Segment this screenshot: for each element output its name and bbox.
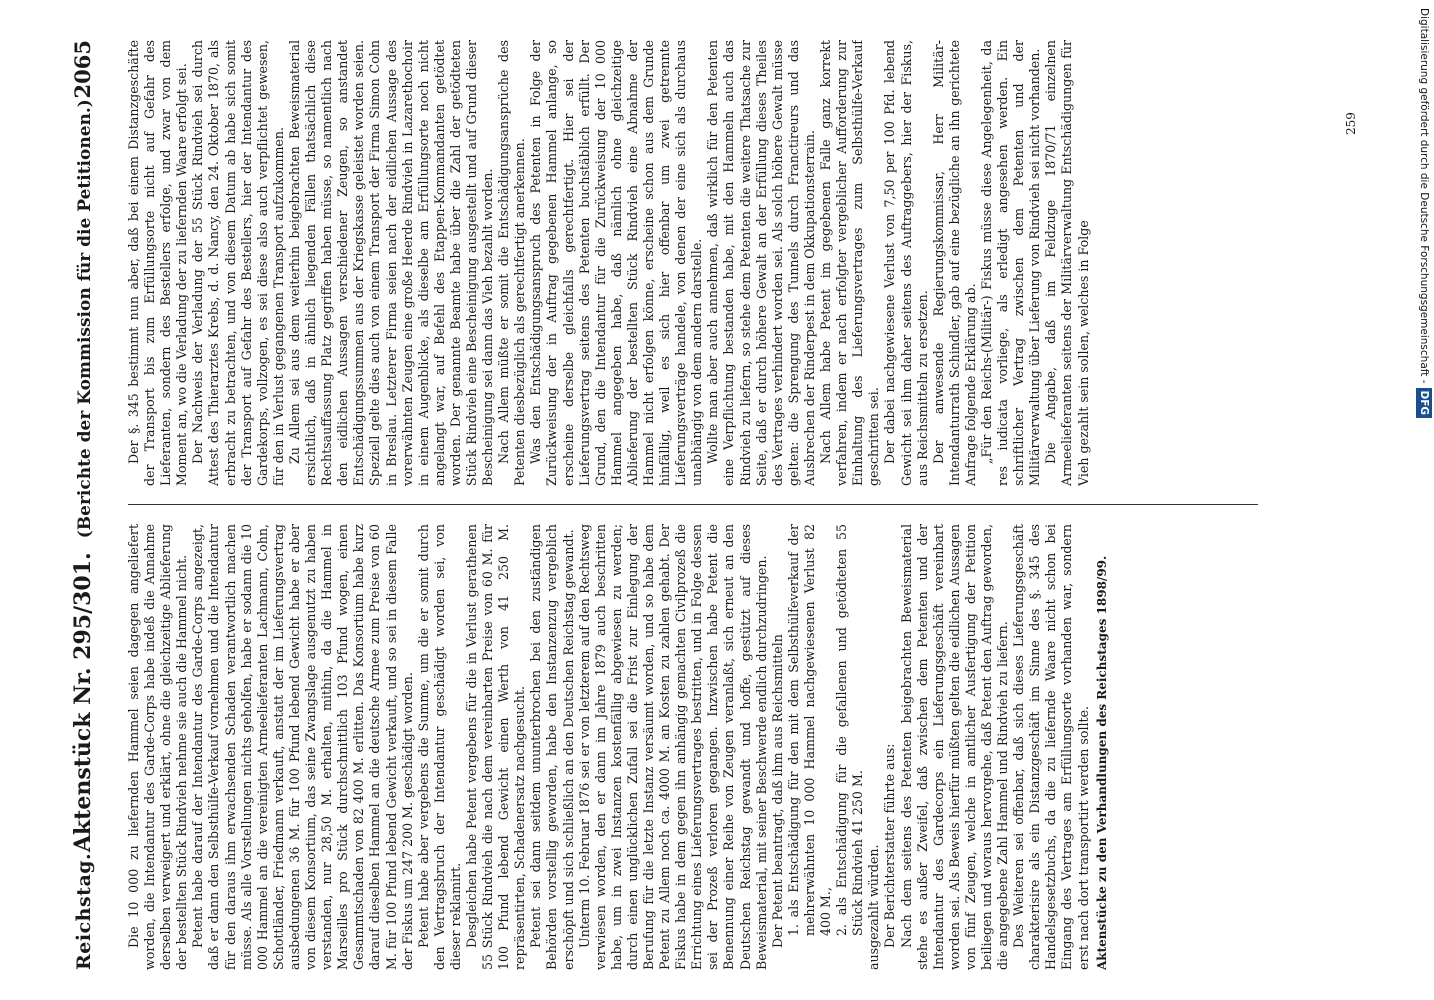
paragraph: Nach dem seitens des Petenten beigebrachten Beweismaterial stehe es außer Zweifel, daß zwischen dem Petenten und der Intendantur des Gardecorps ein Lieferungsgeschäft vereinbart worden sei. Als Beweis hierfür müßten gelten die eidlichen Aussagen von fünf Zeugen, welche in amtlicher Ausfertigung der Petition beiliegen und woraus hervorgehe, daß Petent den Auftrag geworden, die angegebene Zahl Hammel und Rindvieh zu liefern. <box>898 524 1011 970</box>
paragraph: Der Petent beantragt, daß ihm aus Reichsmitteln <box>769 634 785 948</box>
dfg-logo: DFG <box>1416 388 1432 419</box>
paragraph: Was den Entschädigungsanspruch des Petenten in Folge der Zurückweisung der in Auftrag gegebenen Hammel anlange, so erscheine derselbe gleichfalls gerechtfertigt. Hier sei der Lieferungsvertrag seitens des Petenten buchstäblich erfüllt. Der Grund, den die Intendantur für die Zurückweisung der 10 000 Hammel angegeben habe, daß nämlich ohne gleichzeitige Ablieferung der bestellten Stück Rindvieh eine Abnahme der Hammel nicht erfolgen könne, erscheine schon aus dem Grunde hinfällig, weil es sich hier offenbar um zwei getrennte Lieferungsverträge handele, von denen der eine sich als durchaus unabhängig von dem andern darstelle. <box>528 40 705 486</box>
header-section-title: (Berichte der Kommission für die Petitionen.) <box>75 99 95 539</box>
page-header <box>70 40 116 970</box>
paragraph: Die Angabe, daß im Feldzuge 1870/71 einzelnen Armeelieferanten seitens der Militärverwaltung Entschädigungen für Vieh gezahlt sein sollen, welches in Folge <box>1043 40 1091 486</box>
paragraph: Unterm 10. Februar 1876 sei er von letzterem auf den Rechtsweg verwiesen worden, den er dann im Jahre 1879 auch beschritten habe, um in zwei Instanzen kostenfällig abgewiesen zu werden; durch einen unglücklichen Zufall sei die Frist zur Einlegung der Berufung für die letzte Instanz versäumt worden, und so habe dem Petent zu Allem noch ca. 4000 M. an Kosten zu zahlen gehabt. Der Fiskus habe in dem gegen ihn anhängig gemachten Civilprozeß die Errichtung eines Lieferungsvertrages bestritten, und in Folge dessen sei der Prozeß verloren gegangen. Inzwischen habe Petent die Benennung einer Reihe von Zeugen veranlaßt, sich erneut an den Deutschen Reichstag gewandt und hoffe, gestützt auf dieses Beweismaterial, mit seiner Beschwerde endlich durchzudringen. <box>576 524 769 970</box>
left-text-column <box>126 524 1336 970</box>
column-divider <box>128 504 1258 505</box>
header-reichstag: Reichstag. <box>73 852 95 970</box>
paragraph: Desgleichen habe Petent vergebens für die in Verlust gerathenen 55 Stück Rindvieh die nach dem vereinbarten Preise von 60 M. für 100 Pfund lebend Gewicht einen Werth von 41 250 M. repräsentirten, Schadenersatz nachgesucht. <box>463 524 528 970</box>
paragraph: Wollte man aber auch annehmen, daß wirklich für den Petenten eine Verpflichtung bestanden habe, mit den Hammeln auch das Rindvieh zu liefern, so stehe dem Petenten die weitere Thatsache zur Seite, daß er durch höhere Gewalt an der Erfüllung dieses Theiles des Vertrages verhindert worden sei. Als solch höhere Gewalt müsse gelten: die Sprengung des Tunnels durch Franctireurs und das Ausbrechen der Rinderpest in dem Okkupationsterrain. <box>705 40 817 486</box>
paragraph: ausgezahlt würden. <box>866 844 882 970</box>
digitization-note <box>1416 8 1432 988</box>
paragraph: Die 10 000 zu liefernden Hammel seien dagegen angeliefert worden, die Intendantur des Garde-Corps habe indeß die Annahme derselben verweigert und erklärt, ohne die gleichzeitige Ablieferung der bestellten Stück Rindvieh nehme sie auch die Hammel nicht. <box>126 524 190 970</box>
list-item: 1. als Entschädigung für den mit dem Selbsthülfeverkauf der mehrerwähnten 10 000 Hammel nachgewiesenen Verlust 82 400 M., <box>785 524 834 936</box>
page-number: 2065 <box>70 40 95 99</box>
paragraph: Nach Allem müßte er somit die Entschädigungsansprüche des Petenten diesbezüglich als gerechtfertigt anerkennen. <box>496 40 528 486</box>
paragraph: Petent sei dann seitdem ununterbrochen bei den zuständigen Behörden vorstellig geworden, habe den Instanzenzug vergeblich erschöpft und sich schließlich an den Deutschen Reichstag gewandt. <box>528 524 576 970</box>
paragraph: Zu Allem sei aus dem weiterhin beigebrachten Beweismaterial ersichtlich, daß in ähnlich liegenden Fällen thatsächlich diese Rechtsauffassung Platz gegriffen haben müsse, so namentlich nach den eidlichen Aussagen verschiedener Zeugen, so anstandet Entschädigungssummen aus der Kriegskasse geleistet worden seien. Speziell gelte dies auch von einem Transport der Firma Simon Cohn in Breslau. Letzterer Firma seien nach der eidlichen Aussage des vorerwähnten Zeugen eine große Heerde Rindvieh in Lazarethochoir in einem Augenblicke, als dieselbe am Erfüllungsorte noch nicht angelangt war, auf Befehl des Etappen-Kommandanten getödtet worden. Der genannte Beamte habe über die Zahl der getödteten Stück Rindvieh eine Bescheinigung ausgestellt und auf Grund dieser Bescheinigung sei dann das Vieh bezahlt worden. <box>286 40 496 486</box>
footer-note: Aktenstücke zu den Verhandlungen des Reichstages 1898/99. <box>1094 555 1109 970</box>
list-item: 2. als Entschädigung für die gefallenen und getödteten 55 Stück Rindvieh 41 250 M. <box>834 524 866 936</box>
paragraph: Petent habe darauf der Intendantur des Garde-Corps angezeigt, daß er dann den Selbsthülfe-Verkauf vornehmen und die Intendantur für den daraus ihm erwachsenden Schaden verantwortlich machen müsse. Als alle Vorstellungen nichts geholfen, habe er sodann die 10 000 Hammel an die vereinigten Armeelieferanten Lachmann, Cohn, Schottländer, Friedmann verkauft, anstatt der im Lieferungsvertrag ausbedungenen 36 M. für 100 Pfund lebend Gewicht habe er aber von diesem Konsortium, das seine Zwangslage ausgenutzt zu haben verstanden, nur 28,50 M. erhalten, mithin, da die Hammel in Marseilles pro Stück durchschnittlich 103 Pfund wogen, einen Gesammtschaden von 82 400 M. erlitten. Das Konsortium habe kurz darauf dieselben Hammel an die deutsche Armee zum Preise von 60 M. für 100 Pfund lebend Gewicht verkauft, und so sei in diesem Falle der Fiskus um 247 200 M. geschädigt worden. <box>190 524 415 970</box>
paragraph: Der dabei nachgewiesene Verlust von 7,50 per 100 Pfd. lebend Gewicht sei ihm daher seitens des Auftraggebers, hier der Fiskus, aus Reichsmitteln zu ersetzen. <box>882 40 930 486</box>
paragraph: Nach Allem habe Petent im gegebenen Falle ganz korrekt verfahren, indem er nach erfolgter vergeblicher Aufforderung zur Einhaltung des Lieferungsvertrages zum Selbsthülfe-Verkauf geschritten sei. <box>818 40 882 486</box>
digitization-note-text <box>1416 8 1432 988</box>
paragraph: Der Berichterstatter führte aus: <box>882 743 898 948</box>
paragraph: Der §. 345 bestimmt nun aber, daß bei einem Distanzgeschäfte der Transport bis zum Erfüllungsorte nicht auf Gefahr des Lieferanten, sondern des Bestellers erfolge, und zwar von dem Moment an, wo die Verladung der zu liefernden Waare erfolgt sei. <box>126 40 190 486</box>
page-signature: 259 <box>1344 112 1358 135</box>
paragraph: Des Weiteren sei offenbar, daß sich dieses Lieferungsgeschäft charakterisire als ein Distanzgeschäft im Sinne des §. 345 des Handelsgesetzbuchs, da die zu liefernde Waare nicht schon bei Eingang des Vertrages am Erfüllungsorte vorhanden war, sondern erst nach dort transportirt werden sollte. <box>1011 524 1091 970</box>
paragraph: Petent habe aber vergebens die Summe, um die er somit durch den Vertragsbruch der Intendantur geschädigt worden sei, von dieser reklamirt. <box>415 524 463 970</box>
paragraph: „Für den Reichs-(Militär-) Fiskus müsse diese Angelegenheit, da res iudicata vorliege, als erledigt angesehen werden. Ein schriftlicher Vertrag zwischen dem Petenten und der Militärverwaltung über Lieferung von Rindvieh sei nicht vorhanden. <box>978 40 1043 486</box>
paragraph: Der anwesende Regierungskommissar, Herr Militär-Intendanturrath Schindler, gab auf eine bezügliche an ihn gerichtete Anfrage folgende Erklärung ab. <box>930 40 978 486</box>
paragraph: Der Nachweis der Verladung der 55 Stück Rindvieh sei durch Attest des Thierarztes Krebs, d. d. Nancy, den 24. Oktober 1870, als erbracht zu betrachten, und von diesem Datum ab habe sich somit der Transport auf Gefahr des Bestellers, hier der Intendantur des Gardekorps, vollzogen, es sei diese also auch verpflichtet gewesen, für den in Verlust gegangenen Transport aufzukommen. <box>190 40 286 486</box>
right-text-column <box>126 40 1336 486</box>
header-document-number: Aktenstück Nr. 295/301. <box>70 552 96 853</box>
digitization-note-label: Digitalisierung gefördert durch die Deutsche Forschungsgemeinschaft - <box>1418 8 1430 384</box>
rotated-document-page <box>70 40 1410 970</box>
header-title-group <box>70 99 96 852</box>
